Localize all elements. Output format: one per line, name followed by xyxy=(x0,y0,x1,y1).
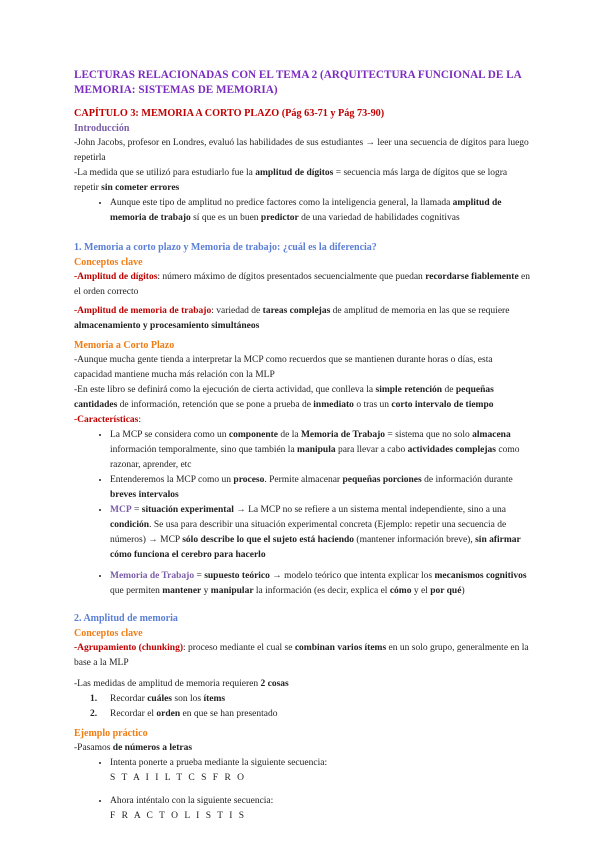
concept-chunking: -Agrupamiento (chunking): proceso mediante el cual se combinan varios ítems en un solo grupo, generalmente en la base a la MLP xyxy=(74,643,529,668)
list-item: • Entenderemos la MCP como un proceso. Permite almacenar pequeñas porciones de información durante breves intervalos xyxy=(110,473,532,503)
span-requirements-list xyxy=(74,692,532,722)
practical-example-list xyxy=(74,756,532,824)
list-item: • Intenta ponerte a prueba mediante la siguiente secuencia: S T A I I L T C S F R O xyxy=(110,756,532,786)
letter-sequence-1: S T A I I L T C S F R O xyxy=(110,773,247,783)
list-item: • Ahora inténtalo con la siguiente secuencia: F R A C T O L I S T I S xyxy=(110,794,532,824)
list-item: • Memoria de Trabajo = supuesto teórico → modelo teórico que intenta explicar los mecanismos cognitivos que permiten mantener y manipular la información (es decir, explica el cómo y el por qué) xyxy=(110,569,532,599)
intro-heading: Introducción xyxy=(74,123,130,134)
letter-sequence-2: F R A C T O L I S T I S xyxy=(110,811,247,821)
characteristics-list xyxy=(74,428,532,599)
practical-example-heading: Ejemplo práctico xyxy=(74,728,148,739)
document-page xyxy=(74,68,532,824)
section-1-key-concepts-heading: Conceptos clave xyxy=(74,257,143,268)
mcp-paragraph-2: -En este libro se definirá como la ejecución de cierta actividad, que conlleva la simple retención de pequeñas cantidades de información, retención que se pone a prueba de inmediato o tras un corto intervalo de tiempo xyxy=(74,385,494,410)
section-1-heading: 1. Memoria a corto plazo y Memoria de trabajo: ¿cuál es la diferencia? xyxy=(74,242,377,253)
list-item: • MCP = situación experimental → La MCP no se refiere a un sistema mental independiente, sino a una condición. Se usa para describir una situación experimental concreta (Ejemplo: repetir una secuencia de números) → MCP sólo describe lo que el sujeto está haciendo (mantener información breve), sin afirmar cómo funciona el cerebro para hacerlo xyxy=(110,503,532,563)
document-title: LECTURAS RELACIONADAS CON EL TEMA 2 (ARQUITECTURA FUNCIONAL DE LA MEMORIA: SISTEMAS DE MEMORIA) xyxy=(74,69,522,96)
list-item: • La MCP se considera como un componente de la Memoria de Trabajo = sistema que no solo almacena información temporalmente, sino que también la manipula para llevar a cabo actividades complejas como razonar, aprender, etc xyxy=(110,428,532,473)
list-item: • Aunque este tipo de amplitud no predice factores como la inteligencia general, la llamada amplitud de memoria de trabajo sí que es un buen predictor de una variedad de habilidades cognitivas xyxy=(110,196,532,226)
concept-working-memory-span: -Amplitud de memoria de trabajo: variedad de tareas complejas de amplitud de memoria en las que se requiere almacenamiento y procesamiento simultáneos xyxy=(74,306,510,331)
section-2-heading: 2. Amplitud de memoria xyxy=(74,613,178,624)
intro-paragraph-2: -La medida que se utilizó para estudiarlo fue la amplitud de dígitos = secuencia más larga de dígitos que se logra repetir sin cometer errores xyxy=(74,168,508,193)
chapter-heading: CAPÍTULO 3: MEMORIA A CORTO PLAZO (Pág 63-71 y Pág 73-90) xyxy=(74,108,385,119)
section-2-key-concepts-heading: Conceptos clave xyxy=(74,628,143,639)
practical-example-intro: -Pasamos de números a letras xyxy=(74,743,193,753)
intro-list xyxy=(74,196,532,226)
mcp-heading: Memoria a Corto Plazo xyxy=(74,340,175,351)
characteristics-label: -Características: xyxy=(74,415,141,425)
span-measures-paragraph: -Las medidas de amplitud de memoria requieren 2 cosas xyxy=(74,679,289,689)
list-item: 2. Recordar el orden en que se han presentado xyxy=(90,709,278,719)
mcp-paragraph-1: -Aunque mucha gente tienda a interpretar la MCP como recuerdos que se mantienen durante horas o días, esta capacidad mantiene mucha más relación con la MLP xyxy=(74,355,493,380)
intro-paragraph-1: -John Jacobs, profesor en Londres, evaluó las habilidades de sus estudiantes → leer una secuencia de dígitos para luego repetirla xyxy=(74,138,529,163)
list-item: 1. Recordar cuáles son los ítems xyxy=(90,694,226,704)
concept-digit-span: -Amplitud de dígitos: número máximo de dígitos presentados secuencialmente que puedan recordarse fiablemente en el orden correcto xyxy=(74,272,531,297)
